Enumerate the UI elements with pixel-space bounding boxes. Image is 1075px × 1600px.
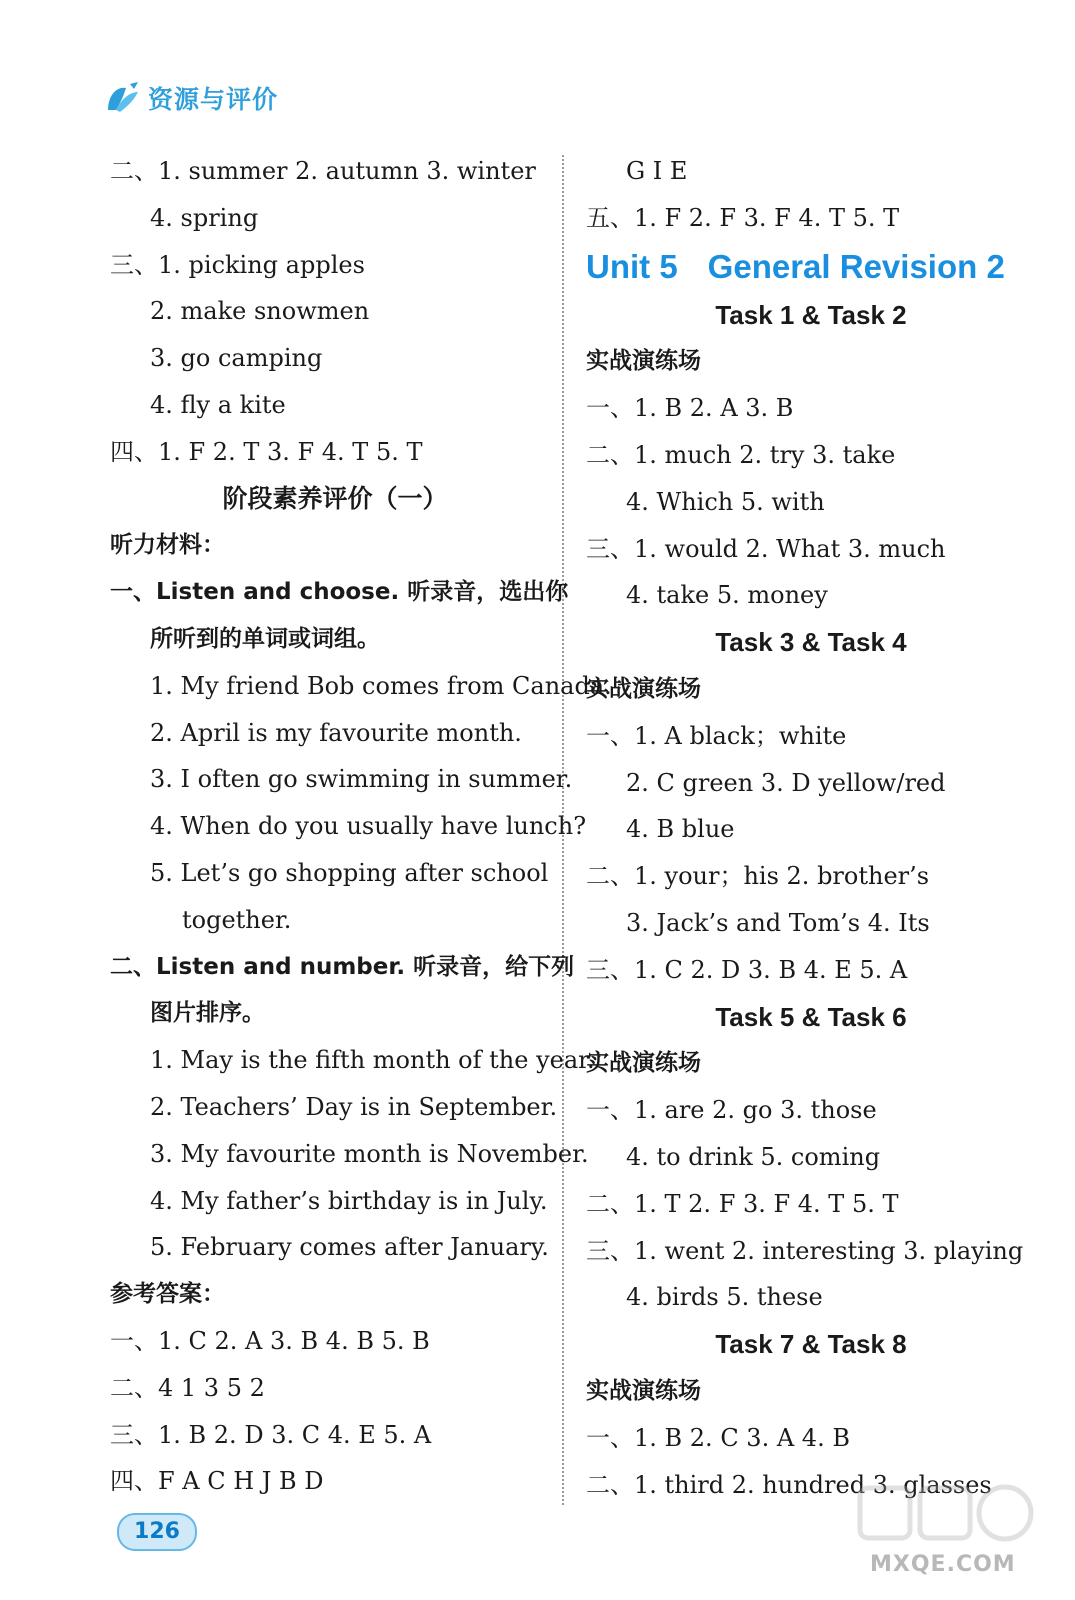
left-line: 四、1. F 2. T 3. F 4. T 5. T	[110, 437, 423, 466]
chinese-heading: 二、Listen and number. 听录音，给下列	[110, 953, 575, 980]
chinese-heading: 实战演练场	[586, 1377, 701, 1404]
left-line: 2. April is my favourite month.	[150, 718, 522, 747]
right-line: 二、1. third 2. hundred 3. glasses	[586, 1470, 992, 1499]
right-line: 4. B blue	[626, 815, 735, 844]
left-line: 二、1. summer 2. autumn 3. winter	[110, 157, 536, 185]
right-line: 4. take 5. money	[626, 581, 828, 610]
unit-heading	[586, 242, 1036, 292]
unit-title: General Revision 2	[707, 247, 1005, 285]
book-logo-icon	[104, 80, 142, 116]
chinese-heading: 图片排序。	[150, 1000, 265, 1027]
right-line: 4. Which 5. with	[626, 487, 825, 516]
left-line: 3. My favourite month is November.	[150, 1139, 589, 1168]
unit-number: Unit 5	[586, 247, 678, 285]
left-line: 4. spring	[150, 203, 259, 232]
left-line: 1. My friend Bob comes from Canada.	[150, 671, 612, 700]
right-line: G I E	[626, 157, 688, 185]
right-line: 2. C green 3. D yellow/red	[626, 768, 946, 797]
right-line: 三、1. went 2. interesting 3. playing	[586, 1236, 1024, 1265]
chinese-heading: 实战演练场	[586, 1050, 701, 1077]
chinese-heading: 听力材料：	[110, 532, 225, 559]
section-title: 阶段素养评价（一）	[222, 483, 448, 513]
left-line: together.	[182, 905, 292, 934]
right-line: 一、1. A black；white	[586, 721, 847, 750]
right-line: 一、1. B 2. C 3. A 4. B	[586, 1423, 850, 1452]
left-line: 5. Let’s go shopping after school	[150, 858, 549, 887]
left-line: 三、1. picking apples	[110, 250, 365, 279]
chinese-heading: 参考答案：	[110, 1281, 225, 1308]
left-line: 二、4 1 3 5 2	[110, 1373, 265, 1402]
left-line: 4. fly a kite	[150, 390, 286, 419]
watermark-text: MXQE.COM	[870, 1552, 1016, 1577]
right-line: 3. Jack’s and Tom’s 4. Its	[626, 908, 930, 937]
chinese-heading: 实战演练场	[586, 348, 701, 375]
task-heading: Task 1 & Task 2	[715, 299, 907, 330]
page-number: 126	[117, 1513, 197, 1551]
right-line: 4. birds 5. these	[626, 1283, 823, 1312]
right-line: 二、1. T 2. F 3. F 4. T 5. T	[586, 1189, 899, 1218]
left-line: 2. Teachers’ Day is in September.	[150, 1092, 558, 1121]
chinese-heading: 实战演练场	[586, 675, 701, 702]
right-line: 三、1. C 2. D 3. B 4. E 5. A	[586, 955, 908, 984]
left-line: 四、F A C H J B D	[110, 1467, 324, 1496]
left-line: 一、1. C 2. A 3. B 4. B 5. B	[110, 1326, 430, 1355]
task-heading: Task 7 & Task 8	[715, 1329, 907, 1360]
left-line: 1. May is the fifth month of the year.	[150, 1046, 595, 1075]
left-line: 4. My father’s birthday is in July.	[150, 1186, 548, 1215]
left-line: 3. go camping	[150, 344, 323, 373]
left-column	[110, 148, 612, 1505]
left-line: 5. February comes after January.	[150, 1233, 549, 1262]
left-line: 三、1. B 2. D 3. C 4. E 5. A	[110, 1420, 432, 1449]
right-line: 一、1. are 2. go 3. those	[586, 1096, 877, 1125]
task-heading: Task 5 & Task 6	[715, 1001, 907, 1032]
right-line: 三、1. would 2. What 3. much	[586, 534, 946, 563]
chinese-heading: 所听到的单词或词组。	[150, 625, 380, 652]
task-heading: Task 3 & Task 4	[715, 627, 907, 658]
header-title: 资源与评价	[148, 85, 279, 114]
chinese-heading: 一、Listen and choose. 听录音，选出你	[110, 579, 569, 606]
right-line: 二、1. your；his 2. brother’s	[586, 862, 930, 891]
right-line: 五、1. F 2. F 3. F 4. T 5. T	[586, 203, 900, 232]
page-header	[104, 78, 278, 118]
right-line: 4. to drink 5. coming	[626, 1142, 881, 1171]
right-line: 一、1. B 2. A 3. B	[586, 394, 794, 423]
right-line: 二、1. much 2. try 3. take	[586, 440, 896, 469]
left-line: 2. make snowmen	[150, 297, 370, 326]
left-line: 3. I often go swimming in summer.	[150, 765, 573, 794]
right-column	[586, 148, 1036, 1508]
left-line: 4. When do you usually have lunch?	[150, 812, 587, 841]
